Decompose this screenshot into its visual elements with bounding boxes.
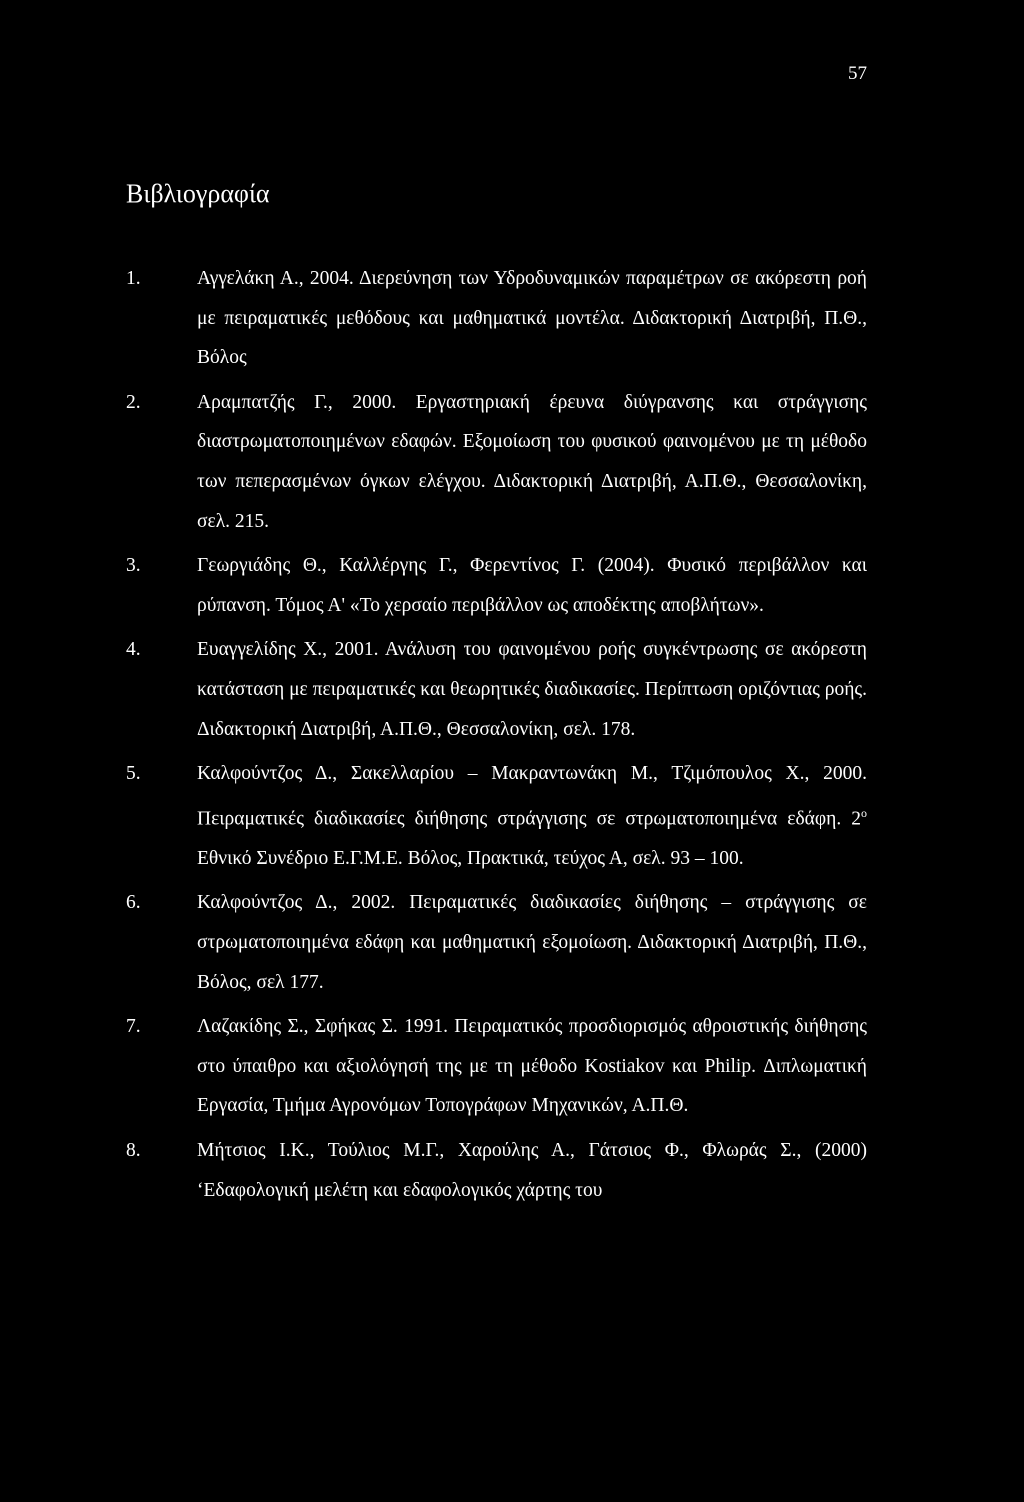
reference-text: Ευαγγελίδης Χ., 2001. Ανάλυση του φαινομένου ροής συγκέντρωσης σε ακόρεστη κατάσταση με πειραματικές και θεωρητικές διαδικασίες. Περίπτωση οριζόντιας ροής. Διδακτορική Διατριβή, Α.Π.Θ., Θεσσαλονίκη, σελ. 178.	[197, 639, 867, 740]
reference-number: 2.	[126, 391, 141, 413]
reference-number: 8.	[126, 1139, 141, 1161]
reference-list	[126, 259, 867, 1215]
reference-text: Καλφούντζος Δ., 2002. Πειραματικές διαδικασίες διήθησης – στράγγισης σε στρωματοποιημένα εδάφη και μαθηματική εξομοίωση. Διδακτορική Διατριβή, Π.Θ., Βόλος, σελ 177.	[197, 892, 867, 993]
page-title: Βιβλιογραφία	[126, 179, 270, 208]
reference-text-after: Εθνικό Συνέδριο Ε.Γ.Μ.Ε. Βόλος, Πρακτικά, τεύχος Α, σελ. 93 – 100.	[197, 847, 744, 869]
page-number: 57	[848, 63, 867, 84]
reference-number: 1.	[126, 268, 141, 289]
reference-item	[126, 1007, 867, 1126]
reference-text: Αραμπατζής Γ., 2000. Εργαστηριακή έρευνα διύγρανσης και στράγγισης διαστρωματοποιημένων εδαφών. Εξομοίωση του φυσικού φαινομένου με τη μέθοδο των πεπερασμένων όγκων ελέγχου. Διδακτορική Διατριβή, Α.Π.Θ., Θεσσαλονίκη, σελ. 215.	[197, 391, 867, 532]
reference-item	[126, 383, 867, 541]
reference-number: 3.	[126, 555, 141, 577]
reference-text: Αγγελάκη Α., 2004. Διερεύνηση των Υδροδυναμικών παραμέτρων σε ακόρεστη ροή με πειραματικές μεθόδους και μαθηματικά μοντέλα. Διδακτορική Διατριβή, Π.Θ., Βόλος	[197, 268, 867, 369]
superscript-ordinal: ο	[861, 805, 867, 820]
reference-item	[126, 883, 867, 1002]
reference-item	[126, 546, 867, 625]
reference-item	[126, 259, 867, 378]
reference-text: Λαζακίδης Σ., Σφήκας Σ. 1991. Πειραματικός προσδιορισμός αθροιστικής διήθησης στο ύπαιθρο και αξιολόγησή της με τη μέθοδο Kostiakov και Philip. Διπλωματική Εργασία, Τμήμα Αγρονόμων Τοπογράφων Μηχανικών, Α.Π.Θ.	[197, 1016, 867, 1117]
reference-item	[126, 754, 867, 878]
reference-text: Μήτσιος Ι.Κ., Τούλιος Μ.Γ., Χαρούλης Α., Γάτσιος Φ., Φλωράς Σ., (2000) ‘Εδαφολογική μελέτη και εδαφολογικός χάρτης του	[197, 1139, 867, 1201]
reference-item	[126, 630, 867, 749]
reference-text: Γεωργιάδης Θ., Καλλέργης Γ., Φερεντίνος Γ. (2004). Φυσικό περιβάλλον και ρύπανση. Τόμος Α' «Το χερσαίο περιβάλλον ως αποδέκτης αποβλήτων».	[197, 555, 867, 616]
reference-number: 4.	[126, 639, 141, 661]
reference-number: 5.	[126, 763, 141, 785]
reference-item	[126, 1131, 867, 1210]
reference-number: 7.	[126, 1016, 141, 1038]
reference-number: 6.	[126, 892, 141, 914]
reference-text-before: Καλφούντζος Δ., Σακελλαρίου – Μακραντωνάκη Μ., Τζιμόπουλος Χ., 2000. Πειραματικές διαδικασίες διήθησης στράγγισης σε στρωματοποιημένα εδάφη. 2	[197, 763, 867, 830]
reference-text	[197, 754, 867, 878]
